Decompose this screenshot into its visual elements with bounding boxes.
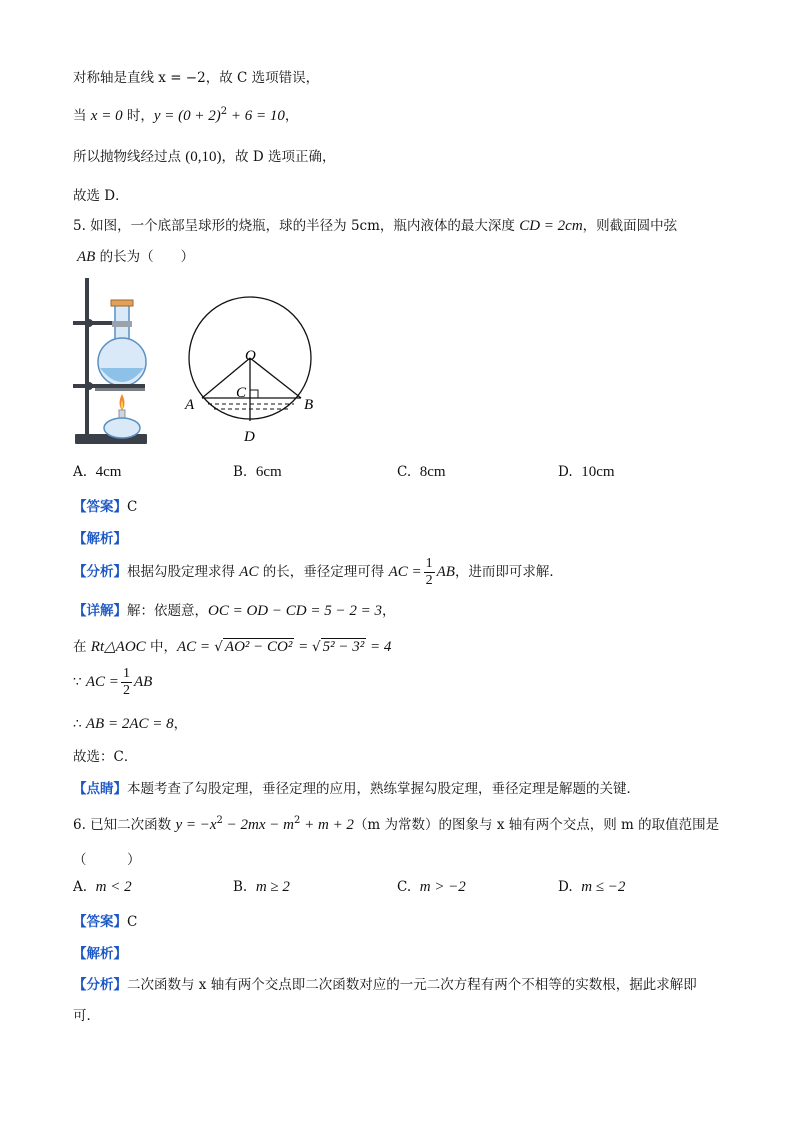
- math: AB: [77, 249, 96, 265]
- math-sup: 2: [216, 815, 223, 826]
- xiangjie-line: [73, 599, 395, 620]
- math: AC =: [176, 639, 211, 655]
- math: = 4: [366, 639, 392, 655]
- option-key: B.: [233, 464, 248, 480]
- text: 中，: [145, 639, 177, 655]
- option-key: D.: [558, 464, 573, 480]
- math: AC =: [388, 564, 422, 580]
- option-c[interactable]: [397, 879, 466, 896]
- fenxi-tag: 【分析】: [73, 564, 127, 580]
- option-key: A.: [73, 879, 88, 895]
- text: 当: [73, 108, 91, 124]
- option-d[interactable]: [558, 464, 615, 481]
- text: 的长，垂径定理可得: [258, 564, 389, 580]
- answer-value: C: [127, 914, 138, 930]
- text: 根据勾股定理求得: [127, 564, 240, 580]
- math: OC = OD − CD = 5 − 2 = 3: [208, 603, 382, 619]
- math: y = (0 + 2): [153, 108, 221, 124]
- text: ，故 D 选项正确，: [221, 149, 336, 165]
- answer-line: [73, 495, 137, 515]
- circle-diagram: [178, 290, 328, 448]
- math: y = −x: [175, 817, 217, 833]
- math: CD = 2cm: [519, 218, 583, 234]
- question-6-stem: [73, 813, 719, 834]
- text: 解：依题意，: [127, 603, 208, 619]
- therefore-line: [73, 712, 187, 733]
- therefore-symbol: ∴: [73, 716, 86, 732]
- option-b[interactable]: [233, 879, 290, 896]
- math-radicand: AO² − CO²: [224, 639, 293, 655]
- option-value: 6cm: [255, 464, 282, 480]
- fenxi-line: [73, 973, 697, 993]
- option-a[interactable]: [73, 879, 132, 896]
- label-O: O: [245, 348, 256, 364]
- because-line: [73, 666, 152, 699]
- text: 二次函数与 x 轴有两个交点即二次函数对应的一元二次方程有两个不相等的实数根，据此求解即: [127, 977, 697, 993]
- option-value: m < 2: [95, 879, 132, 895]
- option-key: D.: [558, 879, 573, 895]
- text: 时，: [122, 108, 154, 124]
- text-line: 故选 D．: [73, 188, 129, 204]
- option-value: 10cm: [581, 464, 615, 480]
- text: 6. 已知二次函数: [73, 817, 176, 833]
- question-5-stem: [73, 214, 677, 235]
- option-key: B.: [233, 879, 248, 895]
- text: ，进而即可求解．: [454, 564, 563, 580]
- because-symbol: ∵: [73, 674, 86, 690]
- text: ，: [284, 108, 299, 124]
- option-key: C.: [397, 464, 412, 480]
- option-value: m ≤ −2: [581, 879, 626, 895]
- choose-line: 故选：C．: [73, 749, 138, 765]
- xiangjie-tag: 【详解】: [73, 603, 127, 619]
- math-sup: 2: [220, 106, 228, 117]
- answer-value: C: [127, 499, 138, 515]
- math: AB = 2AC = 8: [85, 716, 174, 732]
- text: 5. 如图，一个底部呈球形的烧瓶，球的半径为 5cm，瓶内液体的最大深度: [73, 218, 520, 234]
- label-B: B: [304, 397, 314, 413]
- option-a[interactable]: [73, 464, 121, 481]
- label-A: A: [185, 397, 195, 413]
- option-value: 4cm: [95, 464, 122, 480]
- analysis-tag: 【解析】: [73, 946, 127, 962]
- math-sup: 2: [293, 815, 301, 826]
- rt-line: 在 Rt△AOC 中，AC = √ AO² − CO² = √ 5² − 3² = 4: [73, 639, 392, 655]
- text: 本题考查了勾股定理，垂径定理的应用，熟练掌握勾股定理，垂径定理是解题的关键．: [127, 781, 640, 797]
- option-d[interactable]: [558, 879, 625, 896]
- text-line: [73, 104, 298, 125]
- fraction: [424, 556, 435, 589]
- math-radicand: 5² − 3²: [322, 639, 365, 655]
- fenxi-line-cont: 可．: [73, 1008, 100, 1024]
- math: AC: [239, 564, 259, 580]
- math: (0,10): [185, 149, 222, 165]
- answer-tag: 【答案】: [73, 499, 127, 515]
- question-5-stem-cont: [77, 245, 194, 266]
- label-D: D: [244, 429, 255, 445]
- option-value: 8cm: [419, 464, 446, 480]
- text: 的长为（ ）: [95, 249, 195, 265]
- numerator: 1: [425, 556, 433, 571]
- option-b[interactable]: [233, 464, 282, 481]
- text: （m 为常数）的图象与 x 轴有两个交点，则 m 的取值范围是: [353, 817, 720, 833]
- text: ，: [381, 603, 396, 619]
- math: − 2mx − m: [222, 817, 294, 833]
- fenxi-line: [73, 556, 563, 589]
- math: Rt△AOC: [90, 639, 146, 655]
- math: AB: [133, 674, 153, 690]
- flask-illustration: [73, 276, 153, 448]
- dianjing-tag: 【点睛】: [73, 781, 127, 797]
- answer-line: [73, 910, 137, 930]
- answer-tag: 【答案】: [73, 914, 127, 930]
- math: + 6 = 10: [227, 108, 285, 124]
- option-key: A.: [73, 464, 88, 480]
- dianjing-line: [73, 777, 640, 797]
- math: + m + 2: [300, 817, 354, 833]
- denominator: 2: [425, 573, 433, 588]
- math: AB: [436, 564, 455, 580]
- option-value: m > −2: [419, 879, 466, 895]
- math: x = 0: [90, 108, 123, 124]
- option-key: C.: [397, 879, 412, 895]
- denominator: 2: [122, 683, 130, 698]
- text: 在: [73, 639, 91, 655]
- label-C: C: [236, 385, 247, 401]
- text: 所以抛物线经过点: [73, 149, 186, 165]
- text-line: [73, 145, 335, 166]
- analysis-tag: 【解析】: [73, 531, 127, 547]
- fraction: [121, 666, 132, 699]
- numerator: 1: [122, 666, 130, 681]
- text: ，: [173, 716, 188, 732]
- math: =: [294, 639, 312, 655]
- text: ，则截面圆中弦: [582, 218, 678, 234]
- fenxi-tag: 【分析】: [73, 977, 127, 993]
- analysis-line: [73, 942, 127, 962]
- option-value: m ≥ 2: [255, 879, 290, 895]
- text-line: 对称轴是直线 x = −2，故 C 选项错误，: [73, 70, 320, 86]
- analysis-line: [73, 527, 127, 547]
- question-6-stem-cont: （ ）: [73, 852, 141, 868]
- option-c[interactable]: [397, 464, 446, 481]
- math: AC =: [85, 674, 119, 690]
